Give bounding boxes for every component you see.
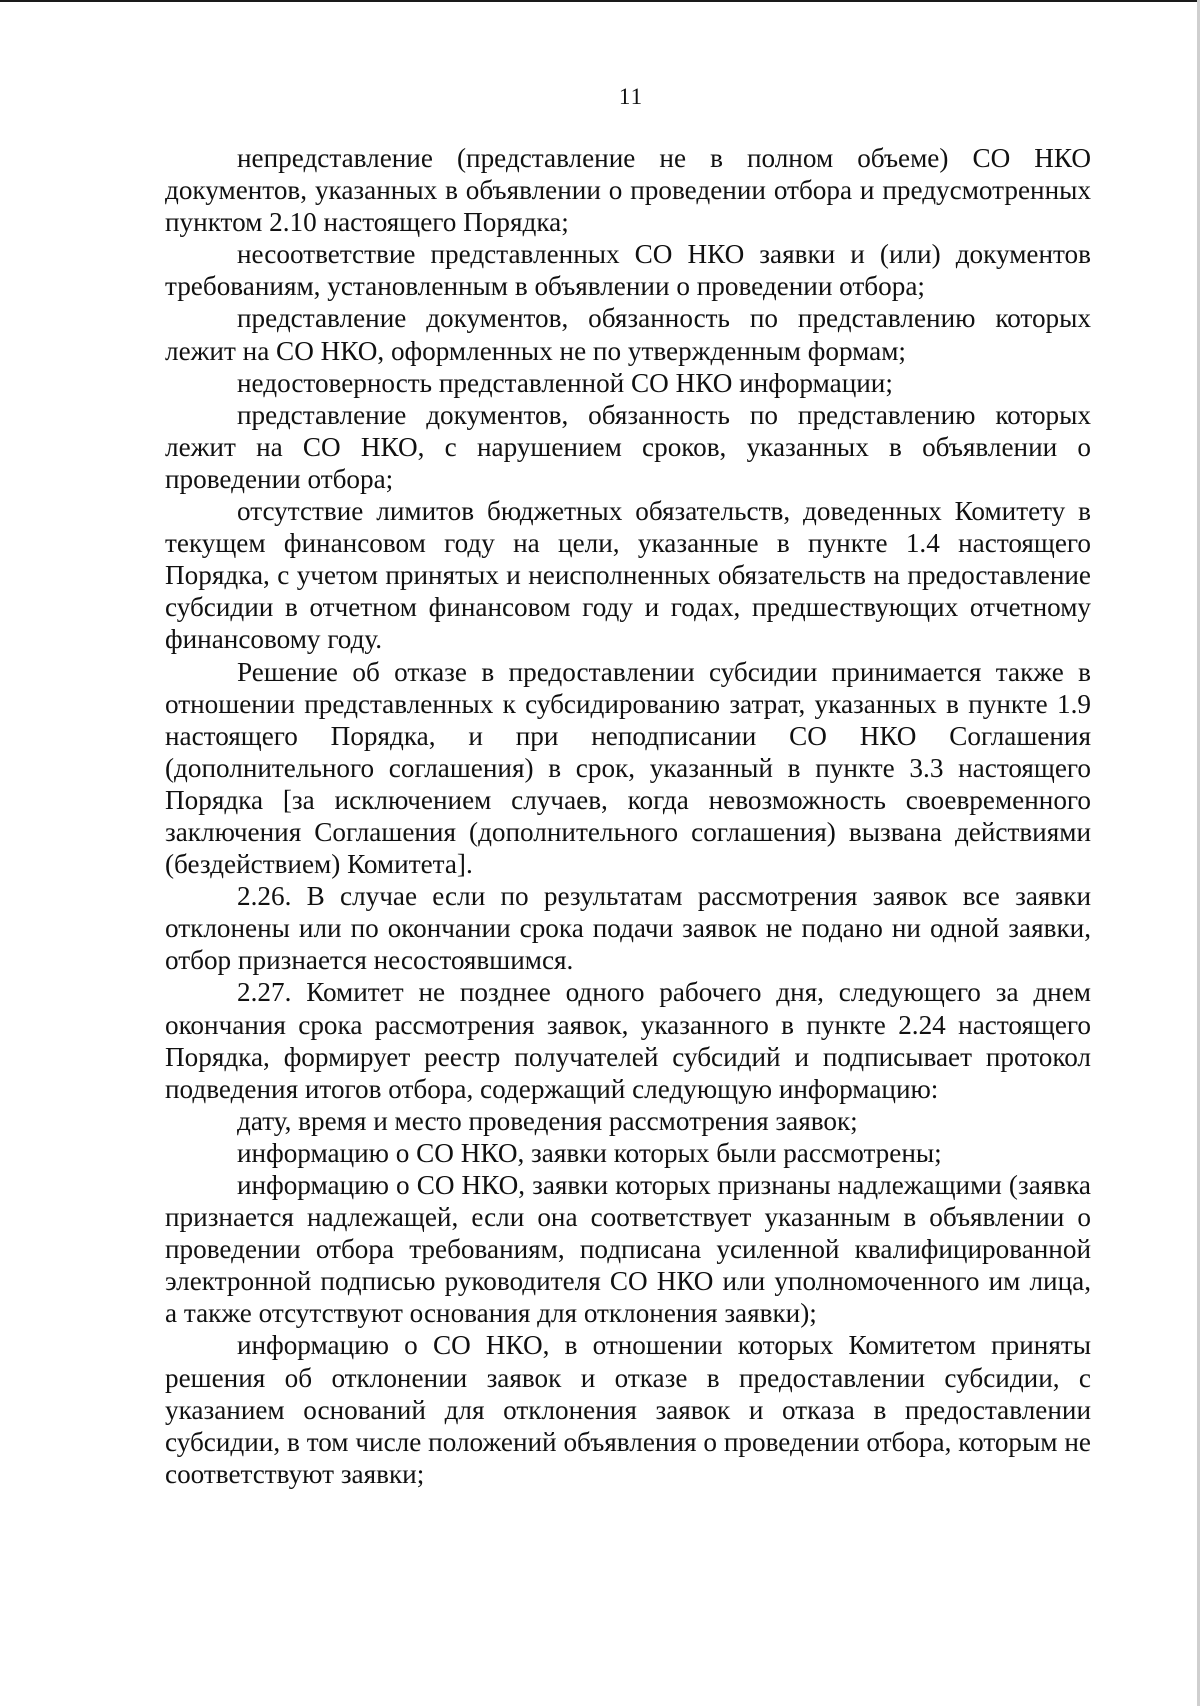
paragraph: информацию о СО НКО, заявки которых были рассмотрены; [237, 1137, 942, 1168]
paragraph: 2.26. В случае если по результатам рассмотрения заявок все заявки отклонены или по окончании срока подачи заявок не подано ни одной заявки, отбор признается несостоявшимся. [165, 881, 1091, 976]
paragraph: информацию о СО НКО, заявки которых признаны надлежащими (заявка признается надлежащей, если она соответствует указанным в объявлении о проведении отбора требованиям, подписана усиленной квалифицированной электронной подписью руководителя СО НКО или уполномоченного им лица, а также отсутствуют основания для отклонения заявки); [165, 1170, 1091, 1329]
paragraph: дату, время и место проведения рассмотрения заявок; [237, 1105, 858, 1136]
document-body [165, 142, 1091, 1490]
scan-top-edge [0, 0, 1200, 2]
page-number: 11 [618, 84, 644, 109]
paragraph: непредставление (представление не в полном объеме) СО НКО документов, указанных в объявлении о проведении отбора и предусмотренных пунктом 2.10 настоящего Порядка; [165, 143, 1091, 238]
paragraph: недостоверность представленной СО НКО информации; [237, 367, 893, 398]
paragraph: 2.27. Комитет не позднее одного рабочего дня, следующего за днем окончания срока рассмотрения заявок, указанного в пункте 2.24 настоящего Порядка, формирует реестр получателей субсидий и подписывает протокол подведения итогов отбора, содержащий следующую информацию: [165, 977, 1091, 1104]
paragraph: отсутствие лимитов бюджетных обязательств, доведенных Комитету в текущем финансовом году на цели, указанные в пункте 1.4 настоящего Порядка, с учетом принятых и неисполненных обязательств на предоставление субсидии в отчетном финансовом году и годах, предшествующих отчетному финансовому году. [165, 496, 1091, 655]
paragraph: Решение об отказе в предоставлении субсидии принимается также в отношении представленных к субсидированию затрат, указанных в пункте 1.9 настоящего Порядка, и при неподписании СО НКО Соглашения (дополнительного соглашения) в срок, указанный в пункте 3.3 настоящего Порядка [за исключением случаев, когда невозможность своевременного заключения Соглашения (дополнительного соглашения) вызвана действиями (бездействием) Комитета]. [165, 656, 1091, 880]
paragraph: представление документов, обязанность по представлению которых лежит на СО НКО, с нарушением сроков, указанных в объявлении о проведении отбора; [165, 399, 1091, 494]
paragraph: несоответствие представленных СО НКО заявки и (или) документов требованиям, установленным в объявлении о проведении отбора; [165, 239, 1091, 302]
paragraph: информацию о СО НКО, в отношении которых Комитетом приняты решения об отклонении заявок и отказе в предоставлении субсидии, с указанием оснований для отклонения заявок и отказа в предоставлении субсидии, в том числе положений объявления о проведении отбора, которым не соответствуют заявки; [165, 1330, 1091, 1489]
paragraph: представление документов, обязанность по представлению которых лежит на СО НКО, оформленных не по утвержденным формам; [165, 303, 1091, 366]
